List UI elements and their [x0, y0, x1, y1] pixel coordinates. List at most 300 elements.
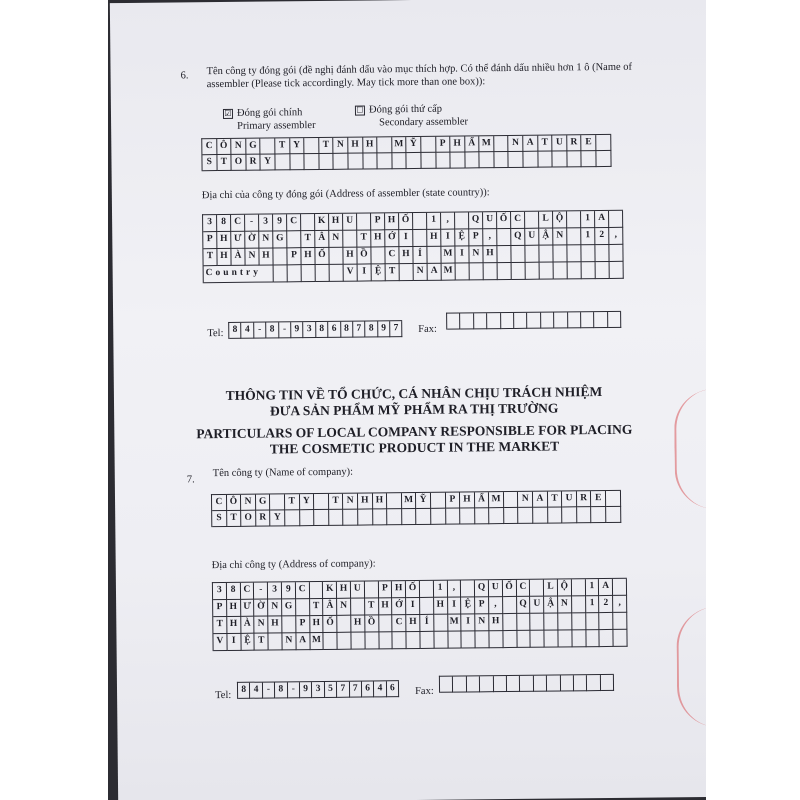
form-cell[interactable]: H — [406, 615, 420, 632]
form-cell[interactable] — [494, 136, 509, 152]
form-cell[interactable]: S — [212, 511, 227, 527]
form-cell[interactable]: N — [255, 617, 269, 634]
form-cell[interactable] — [606, 507, 621, 523]
form-cell[interactable]: P — [475, 597, 489, 614]
form-cell[interactable]: À — [241, 617, 255, 634]
fax-cell[interactable] — [474, 313, 488, 329]
form-cell[interactable] — [572, 579, 586, 596]
form-cell[interactable]: H — [217, 249, 231, 266]
form-cell[interactable] — [544, 614, 558, 631]
form-cell[interactable] — [387, 509, 402, 525]
form-cell[interactable] — [296, 599, 310, 616]
form-cell[interactable] — [498, 263, 512, 280]
form-cell[interactable]: C — [240, 583, 254, 600]
form-cell[interactable] — [290, 154, 305, 170]
form-cell[interactable]: N — [231, 139, 246, 155]
form-cell[interactable]: H — [268, 616, 282, 633]
form-cell[interactable]: , — [441, 213, 455, 230]
form-cell[interactable]: 7 — [353, 322, 366, 338]
form-cell[interactable]: Ỹ — [407, 137, 422, 153]
form-cell[interactable] — [392, 153, 407, 169]
form-cell[interactable] — [269, 633, 283, 650]
form-cell[interactable]: N — [282, 633, 296, 650]
form-cell[interactable] — [567, 211, 581, 228]
form-cell[interactable]: Í — [420, 615, 434, 632]
form-cell[interactable] — [302, 265, 316, 282]
form-cell[interactable] — [606, 491, 621, 507]
form-cell[interactable] — [461, 580, 475, 597]
form-cell[interactable]: R — [577, 491, 592, 507]
form-cell[interactable]: - — [279, 322, 292, 338]
form-cell[interactable]: C — [212, 495, 227, 511]
form-cell[interactable] — [402, 509, 417, 525]
fax-cell[interactable] — [594, 312, 608, 328]
form-cell[interactable] — [572, 630, 586, 647]
form-cell[interactable] — [572, 596, 586, 613]
form-cell[interactable]: H — [337, 582, 351, 599]
form-cell[interactable] — [470, 263, 484, 280]
form-cell[interactable] — [567, 151, 582, 167]
form-cell[interactable]: - — [254, 583, 268, 600]
form-cell[interactable]: Q — [469, 212, 483, 229]
form-cell[interactable]: M — [392, 137, 407, 153]
form-cell[interactable] — [600, 630, 614, 647]
form-cell[interactable] — [511, 246, 525, 263]
form-cell[interactable] — [530, 580, 544, 597]
form-cell[interactable]: Ô — [227, 495, 242, 511]
form-cell[interactable]: G — [282, 599, 296, 616]
form-cell[interactable]: 4 — [242, 323, 255, 339]
fax-cell[interactable] — [440, 677, 454, 693]
form-cell[interactable]: G — [246, 139, 261, 155]
form-cell[interactable]: H — [343, 248, 357, 265]
form-cell[interactable] — [581, 245, 595, 262]
form-cell[interactable]: N — [334, 138, 349, 154]
form-cell[interactable]: , — [609, 228, 623, 245]
form-cell[interactable] — [448, 632, 462, 649]
form-cell[interactable] — [489, 508, 504, 524]
form-cell[interactable]: R — [246, 155, 261, 171]
form-cell[interactable]: - — [254, 323, 267, 339]
form-cell[interactable]: 8 — [238, 683, 251, 699]
form-cell[interactable]: L — [539, 212, 553, 229]
form-cell[interactable]: 1 — [427, 213, 441, 230]
form-cell[interactable]: 1 — [586, 596, 600, 613]
form-cell[interactable]: Y — [300, 494, 315, 510]
form-cell[interactable] — [324, 633, 338, 650]
form-cell[interactable] — [567, 245, 581, 262]
fax-cell[interactable] — [608, 312, 622, 328]
form-cell[interactable]: I — [462, 614, 476, 631]
form-cell[interactable] — [484, 263, 498, 280]
form-cell[interactable] — [509, 152, 524, 168]
form-cell[interactable]: N — [343, 494, 358, 510]
fax-cell[interactable] — [447, 314, 461, 330]
form-cell[interactable]: 6 — [387, 681, 400, 697]
form-cell[interactable] — [413, 230, 427, 247]
form-cell[interactable]: Ố — [315, 248, 329, 265]
form-cell[interactable]: I — [448, 598, 462, 615]
form-cell[interactable] — [558, 630, 572, 647]
form-cell[interactable] — [517, 614, 531, 631]
form-cell[interactable] — [460, 508, 475, 524]
form-cell[interactable]: P — [445, 493, 460, 509]
form-cell[interactable]: 4 — [374, 681, 387, 697]
form-cell[interactable]: 5 — [325, 682, 338, 698]
form-cell[interactable]: - — [263, 682, 276, 698]
form-cell[interactable] — [572, 613, 586, 630]
form-cell[interactable]: N — [414, 264, 428, 281]
form-cell[interactable] — [512, 263, 526, 280]
form-cell[interactable] — [582, 262, 596, 279]
form-cell[interactable] — [503, 597, 517, 614]
form-cell[interactable] — [503, 614, 517, 631]
form-cell[interactable]: Â — [315, 231, 329, 248]
form-cell[interactable]: Q — [517, 597, 531, 614]
form-cell[interactable]: 9 — [291, 322, 304, 338]
form-cell[interactable] — [596, 262, 610, 279]
form-cell[interactable]: U — [489, 580, 503, 597]
fax-cell[interactable] — [541, 313, 555, 329]
fax-cell[interactable] — [514, 313, 528, 329]
form-cell[interactable]: Ờ — [254, 600, 268, 617]
form-cell[interactable]: 3 — [259, 214, 273, 231]
form-cell[interactable] — [531, 631, 545, 648]
form-cell[interactable] — [568, 262, 582, 279]
form-cell[interactable]: M — [441, 247, 455, 264]
form-cell[interactable]: 8 — [229, 323, 242, 339]
form-cell[interactable]: R — [567, 135, 582, 151]
form-cell[interactable]: C — [516, 580, 530, 597]
form-cell[interactable]: I — [358, 264, 372, 281]
form-cell[interactable]: C — [393, 615, 407, 632]
form-cell[interactable]: 8 — [316, 322, 329, 338]
form-cell[interactable] — [273, 248, 287, 265]
form-cell[interactable]: Y — [290, 138, 305, 154]
form-cell[interactable] — [288, 265, 302, 282]
form-cell[interactable]: T — [227, 511, 242, 527]
form-cell[interactable]: N — [469, 246, 483, 263]
form-cell[interactable]: H — [351, 616, 365, 633]
form-cell[interactable] — [427, 247, 441, 264]
form-cell[interactable] — [525, 212, 539, 229]
form-cell[interactable]: M — [448, 615, 462, 632]
form-cell[interactable]: G — [273, 231, 287, 248]
form-cell[interactable]: 8 — [227, 583, 241, 600]
form-cell[interactable]: U — [530, 597, 544, 614]
form-cell[interactable]: L — [544, 580, 558, 597]
form-cell[interactable]: V — [344, 265, 358, 282]
form-cell[interactable]: Í — [413, 247, 427, 264]
fax-cell[interactable] — [487, 313, 501, 329]
form-cell[interactable] — [304, 138, 319, 154]
form-cell[interactable]: Ớ — [392, 598, 406, 615]
form-cell[interactable] — [421, 137, 436, 153]
form-cell[interactable]: N — [475, 614, 489, 631]
form-cell[interactable]: C — [385, 247, 399, 264]
form-cell[interactable] — [503, 631, 517, 648]
fax-cell[interactable] — [547, 675, 561, 691]
form-cell[interactable] — [343, 510, 358, 526]
form-cell[interactable] — [379, 632, 393, 649]
form-cell[interactable] — [358, 509, 373, 525]
form-cell[interactable]: T — [357, 230, 371, 247]
form-cell[interactable]: K — [323, 582, 337, 599]
form-cell[interactable]: T — [301, 231, 315, 248]
form-cell[interactable]: T — [255, 634, 269, 651]
form-cell[interactable]: H — [385, 213, 399, 230]
form-cell[interactable]: A — [523, 136, 538, 152]
form-cell[interactable] — [301, 214, 315, 231]
form-cell[interactable]: H — [363, 137, 378, 153]
form-cell[interactable]: , — [613, 596, 627, 613]
form-cell[interactable] — [316, 265, 330, 282]
form-cell[interactable]: M — [480, 136, 495, 152]
form-cell[interactable]: T — [285, 494, 300, 510]
form-cell[interactable]: H — [227, 600, 241, 617]
form-cell[interactable] — [504, 508, 519, 524]
form-cell[interactable]: C — [202, 139, 217, 155]
form-cell[interactable]: C — [296, 582, 310, 599]
form-cell[interactable]: 1 — [434, 581, 448, 598]
form-cell[interactable]: H — [373, 493, 388, 509]
form-cell[interactable] — [609, 211, 623, 228]
form-cell[interactable]: N — [337, 599, 351, 616]
form-cell[interactable]: H — [310, 616, 324, 633]
form-cell[interactable] — [538, 152, 553, 168]
form-cell[interactable]: H — [392, 581, 406, 598]
form-cell[interactable]: 3 — [312, 682, 325, 698]
form-cell[interactable] — [407, 632, 421, 649]
form-cell[interactable] — [525, 246, 539, 263]
fax-cell[interactable] — [480, 676, 494, 692]
checked-checkbox-icon[interactable]: ☑ — [224, 108, 232, 118]
form-cell[interactable]: Ệ — [461, 597, 475, 614]
fax-cell[interactable] — [520, 676, 534, 692]
form-cell[interactable]: P — [371, 213, 385, 230]
form-cell[interactable] — [517, 631, 531, 648]
form-cell[interactable] — [553, 151, 568, 167]
form-cell[interactable] — [314, 494, 329, 510]
form-cell[interactable] — [420, 598, 434, 615]
form-cell[interactable]: , — [483, 229, 497, 246]
form-cell[interactable]: Q — [475, 580, 489, 597]
form-cell[interactable]: V — [213, 634, 227, 651]
form-cell[interactable]: 3 — [203, 215, 217, 232]
form-cell[interactable] — [489, 631, 503, 648]
form-cell[interactable] — [377, 137, 392, 153]
form-cell[interactable]: T — [203, 249, 217, 266]
form-cell[interactable]: Ậ — [539, 229, 553, 246]
form-cell[interactable] — [553, 245, 567, 262]
form-cell[interactable]: H — [259, 248, 273, 265]
form-cell[interactable] — [539, 246, 553, 263]
form-cell[interactable]: H — [358, 493, 373, 509]
form-cell[interactable]: 9 — [378, 321, 391, 337]
form-cell[interactable]: H — [450, 136, 465, 152]
form-cell[interactable]: 7 — [337, 682, 350, 698]
form-cell[interactable] — [533, 508, 548, 524]
form-cell[interactable]: Y — [261, 154, 276, 170]
form-cell[interactable]: H — [329, 214, 343, 231]
form-cell[interactable] — [431, 509, 446, 525]
fax-cell[interactable] — [574, 675, 588, 691]
form-cell[interactable]: 3 — [268, 582, 282, 599]
form-cell[interactable] — [363, 153, 378, 169]
form-cell[interactable] — [337, 616, 351, 633]
form-cell[interactable]: U — [562, 491, 577, 507]
form-cell[interactable]: Ố — [503, 580, 517, 597]
form-cell[interactable]: P — [213, 600, 227, 617]
form-cell[interactable]: T — [548, 491, 563, 507]
form-cell[interactable] — [338, 633, 352, 650]
form-cell[interactable]: Ẩ — [465, 136, 480, 152]
form-cell[interactable]: N — [518, 492, 533, 508]
form-cell[interactable] — [497, 229, 511, 246]
form-cell[interactable] — [596, 135, 611, 151]
form-cell[interactable]: T — [386, 264, 400, 281]
form-cell[interactable]: M — [442, 264, 456, 281]
form-cell[interactable]: Ư — [231, 232, 245, 249]
form-cell[interactable] — [582, 151, 597, 167]
form-cell[interactable]: Ố — [497, 212, 511, 229]
form-cell[interactable]: 8 — [365, 321, 378, 337]
form-cell[interactable]: P — [296, 616, 310, 633]
form-cell[interactable] — [446, 509, 461, 525]
form-cell[interactable]: I — [455, 246, 469, 263]
form-cell[interactable]: Ồ — [357, 247, 371, 264]
form-cell[interactable] — [287, 231, 301, 248]
form-cell[interactable] — [416, 509, 431, 525]
form-cell[interactable]: O — [232, 155, 247, 171]
form-cell[interactable]: C — [231, 215, 245, 232]
form-cell[interactable] — [456, 263, 470, 280]
form-cell[interactable]: Ư — [241, 600, 255, 617]
form-cell[interactable] — [413, 213, 427, 230]
form-cell[interactable] — [554, 262, 568, 279]
form-cell[interactable] — [365, 632, 379, 649]
form-cell[interactable]: 9 — [300, 682, 313, 698]
form-cell[interactable]: H — [379, 598, 393, 615]
form-cell[interactable]: N — [241, 495, 256, 511]
form-cell[interactable]: T — [310, 599, 324, 616]
form-cell[interactable] — [494, 152, 509, 168]
form-cell[interactable]: Ồ — [365, 615, 379, 632]
form-cell[interactable] — [476, 631, 490, 648]
fax-cell[interactable] — [534, 676, 548, 692]
form-cell[interactable]: Ỹ — [416, 493, 431, 509]
form-cell[interactable] — [270, 494, 285, 510]
form-cell[interactable] — [334, 154, 349, 170]
form-cell[interactable] — [329, 510, 344, 526]
secondary-assembler-option[interactable] — [355, 104, 442, 117]
form-cell[interactable]: Ớ — [385, 230, 399, 247]
form-cell[interactable] — [434, 632, 448, 649]
form-cell[interactable]: I — [227, 634, 241, 651]
form-cell[interactable]: Ờ — [245, 232, 259, 249]
form-cell[interactable]: M — [402, 493, 417, 509]
form-cell[interactable]: H — [348, 138, 363, 154]
form-cell[interactable] — [378, 153, 393, 169]
form-cell[interactable]: 7 — [390, 321, 403, 337]
form-cell[interactable] — [451, 152, 466, 168]
form-cell[interactable] — [586, 630, 600, 647]
form-cell[interactable]: E — [591, 491, 606, 507]
form-cell[interactable]: H — [427, 230, 441, 247]
form-cell[interactable] — [357, 213, 371, 230]
form-cell[interactable]: E — [582, 135, 597, 151]
form-cell[interactable]: Ệ — [455, 229, 469, 246]
form-cell[interactable] — [329, 248, 343, 265]
form-cell[interactable] — [420, 632, 434, 649]
form-cell[interactable]: H — [301, 248, 315, 265]
form-cell[interactable]: N — [329, 231, 343, 248]
form-cell[interactable]: I — [406, 598, 420, 615]
form-cell[interactable]: Ộ — [553, 211, 567, 228]
form-cell[interactable]: 4 — [250, 683, 263, 699]
form-cell[interactable] — [562, 507, 577, 523]
form-cell[interactable] — [595, 245, 609, 262]
form-cell[interactable] — [540, 263, 554, 280]
form-cell[interactable]: T — [329, 494, 344, 510]
form-cell[interactable]: U — [343, 214, 357, 231]
form-cell[interactable]: 7 — [349, 682, 362, 698]
form-cell[interactable] — [531, 614, 545, 631]
fax-cell[interactable] — [527, 313, 541, 329]
form-cell[interactable] — [465, 152, 480, 168]
fax-cell[interactable] — [568, 312, 582, 328]
form-cell[interactable]: U — [525, 229, 539, 246]
form-cell[interactable]: A — [595, 211, 609, 228]
form-cell[interactable]: H — [399, 247, 413, 264]
fax-cell[interactable] — [501, 313, 515, 329]
form-cell[interactable]: T — [217, 155, 232, 171]
fax-cell[interactable] — [601, 675, 615, 691]
form-cell[interactable] — [548, 507, 563, 523]
form-cell[interactable] — [523, 152, 538, 168]
form-cell[interactable]: 1 — [581, 211, 595, 228]
form-cell[interactable]: N — [259, 231, 273, 248]
form-cell[interactable]: , — [447, 581, 461, 598]
form-cell[interactable]: , — [489, 597, 503, 614]
form-cell[interactable]: À — [231, 249, 245, 266]
form-cell[interactable]: A — [296, 633, 310, 650]
form-cell[interactable] — [436, 153, 451, 169]
form-cell[interactable] — [497, 246, 511, 263]
form-cell[interactable]: Ộ — [558, 579, 572, 596]
form-cell[interactable]: H — [483, 246, 497, 263]
form-cell[interactable]: T — [538, 136, 553, 152]
form-cell[interactable]: Ệ — [241, 634, 255, 651]
form-cell[interactable] — [379, 615, 393, 632]
primary-assembler-option[interactable] — [223, 107, 302, 120]
form-cell[interactable] — [282, 616, 296, 633]
fax-cell[interactable] — [453, 676, 467, 692]
fax-cell[interactable] — [560, 675, 574, 691]
form-cell[interactable]: N — [509, 136, 524, 152]
form-cell[interactable]: H — [460, 492, 475, 508]
fax-cell[interactable] — [507, 676, 521, 692]
form-cell[interactable]: C — [287, 214, 301, 231]
form-cell[interactable]: K — [315, 214, 329, 231]
form-cell[interactable]: 1 — [585, 579, 599, 596]
form-cell[interactable]: Country — [204, 265, 274, 283]
form-cell[interactable]: 1 — [581, 228, 595, 245]
unchecked-checkbox-icon[interactable]: ☐ — [356, 105, 364, 115]
form-cell[interactable] — [261, 138, 276, 154]
form-cell[interactable]: Ố — [324, 616, 338, 633]
form-cell[interactable]: H — [434, 598, 448, 615]
